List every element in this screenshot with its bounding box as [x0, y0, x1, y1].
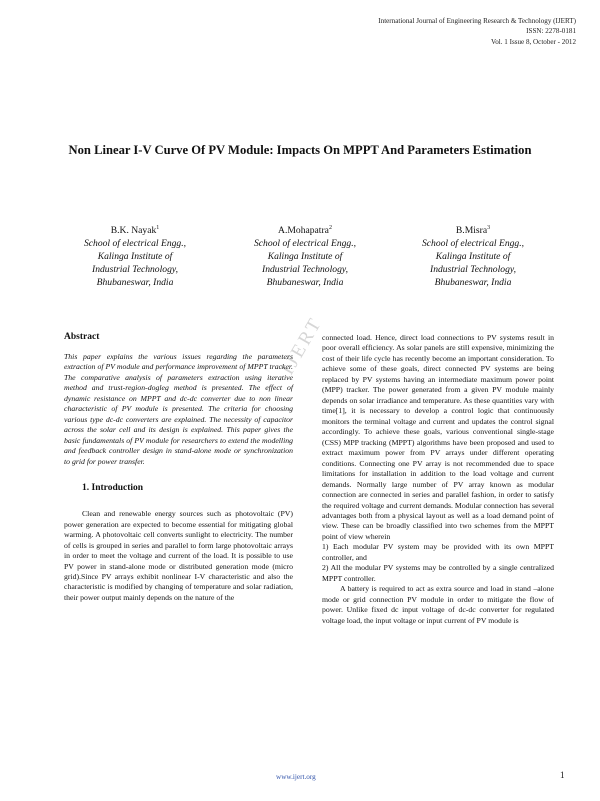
right-column — [322, 333, 554, 626]
list-item: 2) All the modular PV systems may be controlled by a single centralized MPPT controller. — [322, 563, 554, 583]
author-superscript: 2 — [328, 225, 332, 231]
page-number: 1 — [560, 770, 565, 780]
author-1 — [55, 222, 215, 289]
author-name: B.Misra — [455, 225, 488, 237]
author-affiliation: Industrial Technology, — [92, 264, 178, 276]
author-affiliation: School of electrical Engg., — [421, 238, 525, 250]
body-paragraph: connected load. Hence, direct load connections to PV systems result in poor overall efficiency. As solar panels are still expensive, minimizing the cost of their life cycle has recently become an important consideration. To achieve some of these goals, direct connected PV systems are being replaced by PV systems having an intermediate maximum power point (MPP) tracker. The power generated from a given PV module mainly depends on solar irradiance and temperature. As these quantities vary with time[1], it is necessary to develop a control logic that continuously monitors the terminal voltage and current and updates the control signal accordingly. To achieve these goals, various conventional single-stage (CSS) MPP tracking (MPPT) algorithms have been proposed and used to extract maximum power from PV arrays under different operating conditions. Connecting one PV array is not recommended due to space limitations for installation in addition to the load voltage and current demands. Normally large number of PV array known as modular connection are connected in series and parallel fashion, in order to satisfy the required voltage and current demands. Modular connection has several advantages both from a physical layout as well as a load demand point of view. These can be broadly classified into two schemes from the MPPT point of view wherein — [322, 333, 554, 541]
author-affiliation: Industrial Technology, — [262, 264, 348, 276]
author-affiliation: School of electrical Engg., — [253, 238, 357, 250]
paper-title: Non Linear I-V Curve Of PV Module: Impacts On MPPT And Parameters Estimation — [68, 143, 532, 157]
author-affiliation: Kalinga Institute of — [97, 251, 173, 263]
author-block — [55, 222, 555, 292]
author-2 — [225, 222, 385, 289]
author-affiliation: Kalinga Institute of — [267, 251, 343, 263]
journal-issn: ISSN: 2278-0181 — [526, 27, 576, 36]
author-superscript: 3 — [487, 225, 491, 231]
author-name: B.K. Nayak — [110, 225, 157, 237]
journal-volume: Vol. 1 Issue 8, October - 2012 — [491, 37, 576, 46]
author-affiliation: Industrial Technology, — [430, 264, 516, 276]
author-superscript: 1 — [156, 225, 160, 231]
list-item: 1) Each modular PV system may be provided with its own MPPT controller, and — [322, 542, 554, 562]
author-affiliation: Bhubaneswar, India — [96, 277, 174, 289]
author-3 — [393, 222, 553, 289]
author-name: A.Mohapatra — [278, 225, 329, 237]
journal-name: International Journal of Engineering Research & Technology (IJERT) — [378, 17, 576, 25]
author-affiliation: School of electrical Engg., — [83, 238, 187, 250]
footer-url-link[interactable]: www.ijert.org — [276, 773, 316, 781]
body-paragraph: A battery is required to act as extra source and load in stand –alone mode or grid connection PV module in order to mitigate the flow of power. Unlike fixed dc input voltage of dc-dc converter for regulated voltage load, the input voltage or input current of PV module is — [322, 584, 554, 625]
abstract-heading: Abstract — [64, 332, 100, 342]
abstract-text: This paper explains the various issues regarding the parameters extraction of PV module and performance improvement of MPPT tracker. The comparative analysis of parameters extraction using iterative method and trust-region-dogleg method is presented. The effect of dynamic resistance on MPPT and dc-dc converter due to non linear characteristic of PV module is presented. The criteria for choosing various type dc-dc converters are explained. The necessity of capacitor across the solar cell and its design is explained. This paper gives the basic fundamentals of PV module for researchers to extend the modelling and feedback controller design in stand-alone mode or synchronization to grid for power transfer. — [64, 352, 293, 466]
author-affiliation: Bhubaneswar, India — [266, 277, 344, 289]
journal-header — [378, 16, 576, 47]
author-affiliation: Kalinga Institute of — [435, 251, 511, 263]
left-column — [64, 331, 293, 603]
author-affiliation: Bhubaneswar, India — [434, 277, 512, 289]
introduction-heading: 1. Introduction — [82, 483, 144, 494]
intro-paragraph: Clean and renewable energy sources such as photovoltaic (PV) power generation are expected to become essential for mitigating global warming. A photovoltaic cell converts sunlight to electricity. The number of cells is grouped in series and parallel to form large photovoltaic arrays in order to meet the voltage and current of the load. It is possible to use PV power in stand-alone mode or distributed generation mode (micro grid).Since PV arrays exhibit nonlinear I-V characteristic and also the characteristic is modified by changing of temperature and solar radiation, their power output mainly depends on the nature of the — [64, 509, 293, 602]
ijert-watermark: IJERT — [277, 313, 327, 379]
